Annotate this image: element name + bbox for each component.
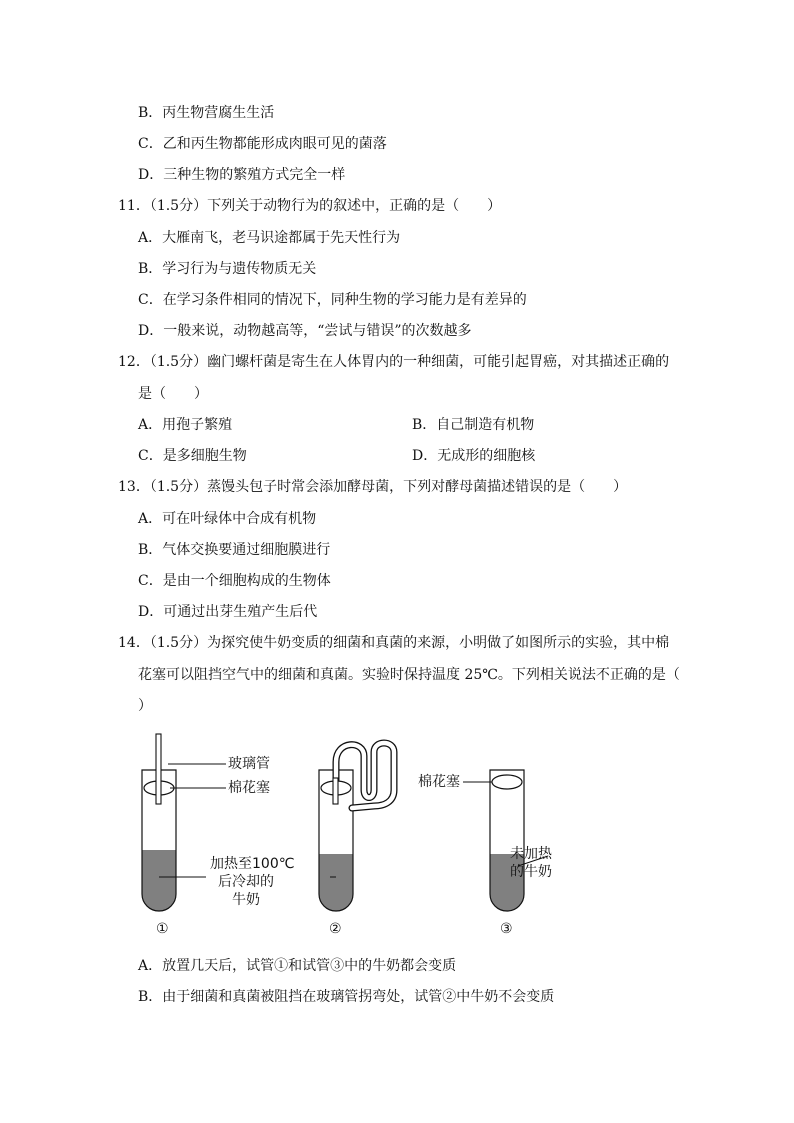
glass-tube-label: 玻璃管: [228, 756, 270, 772]
heated-milk-label-line2: 后冷却的: [218, 874, 274, 890]
heated-milk-label-line3: 牛奶: [232, 892, 260, 908]
q13-option-d: D．可通过出芽生殖产生后代: [138, 604, 318, 620]
q14-stem-line3: ）: [138, 698, 152, 714]
tube-2-milk: [319, 854, 353, 911]
tube-3-number: ③: [500, 921, 513, 937]
q13-option-b: B．气体交换要通过细胞膜进行: [138, 542, 331, 558]
test-tube-diagram: [138, 732, 558, 942]
cotton-plug-label-1: 棉花塞: [228, 780, 270, 796]
q13-option-c: C．是由一个细胞构成的生物体: [138, 573, 331, 589]
unheated-milk-label-line2: 的牛奶: [510, 864, 552, 880]
q10-option-d: D．三种生物的繁殖方式完全一样: [138, 167, 346, 183]
q11-option-c: C．在学习条件相同的情况下，同种生物的学习能力是有差异的: [138, 292, 527, 308]
tube-3-milk: [490, 854, 524, 911]
q14-stem-line1: 14．（1.5分）为探究使牛奶变质的细菌和真菌的来源，小明做了如图所示的实验，其中棉: [118, 635, 670, 651]
q13-stem: 13．（1.5分）蒸馒头包子时常会添加酵母菌，下列对酵母菌描述错误的是（ ）: [118, 479, 628, 495]
q11-option-b: B．学习行为与遗传物质无关: [138, 261, 317, 277]
q12-option-a: A．用孢子繁殖: [138, 417, 233, 433]
q12-option-d: D．无成形的细胞核: [412, 448, 536, 464]
q14-option-b: B．由于细菌和真菌被阻挡在玻璃管拐弯处，试管②中牛奶不会变质: [138, 989, 555, 1005]
q12-stem-line2: 是（ ）: [138, 386, 208, 402]
cotton-plug-label-2: 棉花塞: [418, 774, 460, 790]
tube-3-cotton-plug: [492, 775, 522, 789]
tube-2-number: ②: [329, 921, 342, 937]
q10-option-c: C．乙和丙生物都能形成肉眼可见的菌落: [138, 136, 387, 152]
tube-1-milk: [142, 850, 176, 911]
unheated-milk-label-line1: 未加热: [510, 846, 552, 862]
q11-stem: 11．（1.5分）下列关于动物行为的叙述中，正确的是（ ）: [118, 198, 502, 214]
q12-stem-line1: 12．（1.5分）幽门螺杆菌是寄生在人体胃内的一种细菌，可能引起胃癌，对其描述正确的: [118, 354, 670, 370]
heated-milk-label-line1: 加热至100℃: [210, 856, 295, 872]
q11-option-a: A．大雁南飞，老马识途都属于先天性行为: [138, 230, 401, 246]
test-tube-2: [319, 743, 394, 937]
q13-option-a: A．可在叶绿体中合成有机物: [138, 511, 317, 527]
experiment-figure: [138, 732, 558, 942]
q12-option-b: B．自己制造有机物: [412, 417, 535, 433]
q10-option-b: B．丙生物营腐生生活: [138, 105, 275, 121]
tube-1-number: ①: [156, 921, 169, 937]
q12-option-c: C．是多细胞生物: [138, 448, 247, 464]
tube-1-glass-tube: [156, 734, 161, 804]
test-tube-1: [142, 734, 226, 937]
q11-option-d: D．一般来说，动物越高等，“尝试与错误”的次数越多: [138, 323, 472, 339]
tube-2-glass-stem: [333, 778, 338, 804]
q14-stem-line2: 花塞可以阻挡空气中的细菌和真菌。实验时保持温度 25℃。下列相关说法不正确的是（: [138, 667, 680, 683]
q14-option-a: A．放置几天后，试管①和试管③中的牛奶都会变质: [138, 958, 457, 974]
